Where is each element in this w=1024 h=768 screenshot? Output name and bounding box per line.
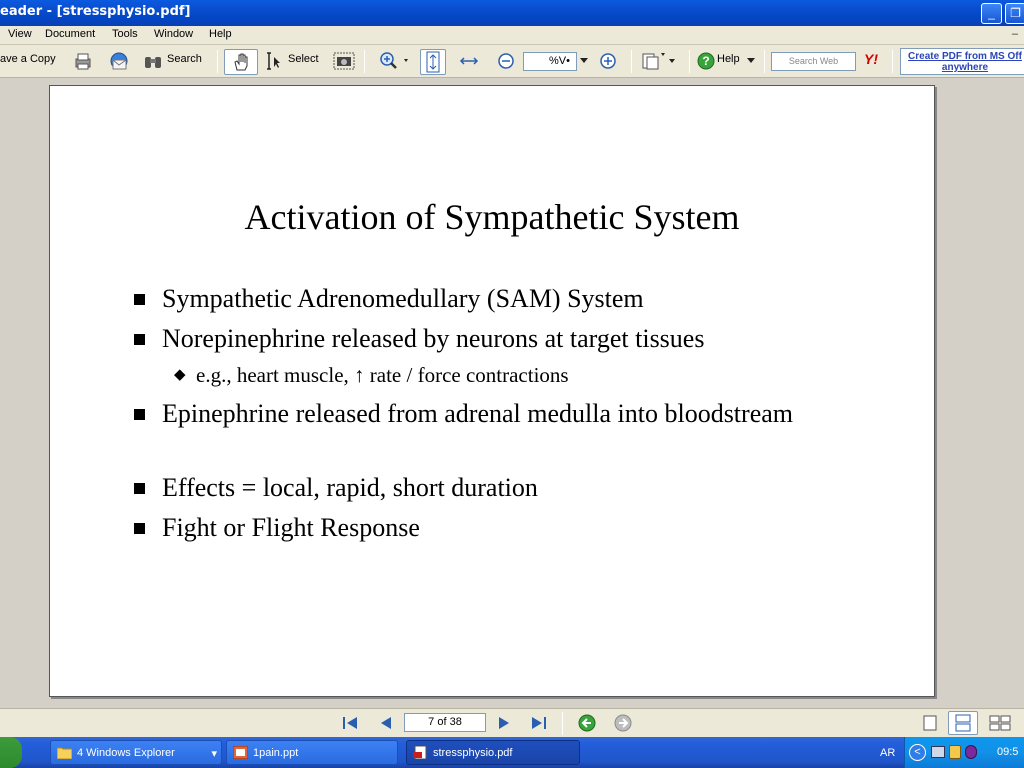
bullet-item bbox=[162, 282, 862, 316]
toolbar-separator bbox=[764, 50, 765, 73]
bullet-item bbox=[162, 511, 862, 545]
zoom-out-icon[interactable] bbox=[495, 51, 517, 71]
save-copy-button[interactable]: ave a Copy bbox=[0, 53, 56, 65]
square-bullet-icon bbox=[134, 294, 145, 305]
menu-document[interactable]: Document bbox=[45, 28, 96, 40]
minimize-button[interactable]: _ bbox=[981, 3, 1002, 24]
title-bar bbox=[0, 0, 1024, 26]
task-label: 1pain.ppt bbox=[253, 747, 299, 759]
powerpoint-icon bbox=[233, 746, 248, 759]
nav-separator bbox=[562, 712, 563, 735]
document-area[interactable] bbox=[0, 78, 1024, 708]
bullet-item bbox=[162, 471, 862, 505]
tray-app-icon[interactable] bbox=[965, 745, 977, 759]
bullet-text: Epinephrine released from adrenal medulla into bloodstream bbox=[162, 399, 793, 428]
hand-tool-icon[interactable] bbox=[224, 49, 258, 75]
sub-bullet-text: e.g., heart muscle, ↑ rate / force contractions bbox=[196, 363, 569, 387]
single-page-view-icon[interactable] bbox=[920, 713, 940, 733]
next-page-icon[interactable] bbox=[494, 713, 514, 733]
task-label: stressphysio.pdf bbox=[433, 747, 513, 759]
bullet-text: Sympathetic Adrenomedullary (SAM) System bbox=[162, 284, 644, 313]
previous-page-icon[interactable] bbox=[376, 713, 396, 733]
page-number-field[interactable]: 7 of 38 bbox=[404, 713, 486, 732]
first-page-icon[interactable] bbox=[340, 713, 360, 733]
start-button[interactable] bbox=[0, 737, 22, 768]
email-icon[interactable] bbox=[107, 51, 131, 71]
menu-view[interactable]: View bbox=[8, 28, 32, 40]
doc-minimize-icon[interactable]: – bbox=[1011, 28, 1018, 40]
diamond-bullet-icon: ◆ bbox=[174, 367, 186, 383]
bullet-item bbox=[162, 397, 802, 431]
help-button[interactable]: Help bbox=[717, 53, 740, 65]
search-web-input[interactable]: Search Web bbox=[771, 52, 856, 71]
facing-pages-view-icon[interactable] bbox=[988, 713, 1012, 733]
taskbar-item-pdf[interactable] bbox=[406, 740, 580, 765]
show-hidden-icons-chevron-icon[interactable]: < bbox=[909, 744, 926, 761]
text-select-icon[interactable] bbox=[262, 51, 284, 71]
fit-width-icon[interactable] bbox=[456, 51, 482, 71]
continuous-view-icon[interactable] bbox=[948, 711, 978, 735]
bullet-text: Fight or Flight Response bbox=[162, 513, 420, 542]
square-bullet-icon bbox=[134, 409, 145, 420]
menu-help[interactable]: Help bbox=[209, 28, 232, 40]
system-tray bbox=[904, 737, 1024, 768]
help-dropdown-chevron-icon[interactable] bbox=[746, 51, 756, 71]
network-icon[interactable] bbox=[931, 746, 945, 758]
create-pdf-line1: Create PDF from MS Off bbox=[908, 51, 1022, 62]
language-indicator[interactable]: AR bbox=[880, 747, 896, 759]
taskbar-item-windows-explorer[interactable] bbox=[50, 740, 222, 765]
help-icon[interactable] bbox=[696, 51, 716, 71]
menu-tools[interactable]: Tools bbox=[112, 28, 138, 40]
zoom-in-plus-icon[interactable] bbox=[597, 51, 619, 71]
security-lock-icon[interactable] bbox=[949, 745, 961, 759]
toolbar bbox=[0, 45, 1024, 78]
window-title: eader - [stressphysio.pdf] bbox=[0, 4, 191, 19]
square-bullet-icon bbox=[134, 334, 145, 345]
menu-window[interactable]: Window bbox=[154, 28, 194, 40]
search-button[interactable]: Search bbox=[167, 53, 202, 65]
last-page-icon[interactable] bbox=[528, 713, 550, 733]
select-button[interactable]: Select bbox=[288, 53, 319, 65]
task-label: 4 Windows Explorer bbox=[77, 747, 175, 759]
square-bullet-icon bbox=[134, 523, 145, 534]
menu-bar bbox=[0, 26, 1024, 45]
create-pdf-line2: anywhere bbox=[941, 62, 989, 73]
toolbar-separator bbox=[631, 50, 632, 73]
go-back-icon[interactable] bbox=[576, 713, 598, 733]
svg-text:?: ? bbox=[702, 54, 710, 68]
bullet-text: Effects = local, rapid, short duration bbox=[162, 473, 538, 502]
print-icon[interactable] bbox=[72, 51, 94, 71]
bullet-item bbox=[162, 322, 862, 356]
group-chevron-icon: ▾ bbox=[211, 748, 217, 760]
toolbar-separator bbox=[689, 50, 690, 73]
binoculars-icon[interactable] bbox=[142, 51, 164, 71]
bullet-text: Norepinephrine released by neurons at target tissues bbox=[162, 324, 705, 353]
fit-page-icon[interactable] bbox=[420, 49, 446, 75]
create-pdf-link[interactable] bbox=[900, 48, 1024, 75]
taskbar bbox=[0, 737, 1024, 768]
taskbar-item-ppt[interactable] bbox=[226, 740, 398, 765]
zoom-level-field[interactable]: %V• bbox=[523, 52, 577, 71]
snapshot-camera-icon[interactable] bbox=[332, 51, 356, 71]
clock[interactable]: 09:5 bbox=[997, 746, 1019, 758]
square-bullet-icon bbox=[134, 483, 145, 494]
slide-title: Activation of Sympathetic System bbox=[244, 197, 740, 237]
pdf-document-icon bbox=[413, 746, 428, 759]
pdf-page bbox=[49, 85, 935, 697]
zoom-dropdown-chevron-icon[interactable] bbox=[579, 51, 589, 71]
toolbar-separator bbox=[892, 50, 893, 73]
go-forward-icon[interactable] bbox=[612, 713, 634, 733]
restore-button[interactable]: ❐ bbox=[1005, 3, 1024, 24]
toolbar-separator bbox=[217, 50, 218, 73]
rotate-pages-icon[interactable] bbox=[638, 51, 678, 71]
page-navigation-bar bbox=[0, 708, 1024, 737]
folder-icon bbox=[57, 746, 72, 759]
yahoo-logo[interactable]: Y! bbox=[864, 51, 878, 67]
toolbar-separator bbox=[364, 50, 365, 73]
zoom-in-icon[interactable] bbox=[377, 51, 411, 71]
sub-bullet-item bbox=[174, 363, 569, 388]
